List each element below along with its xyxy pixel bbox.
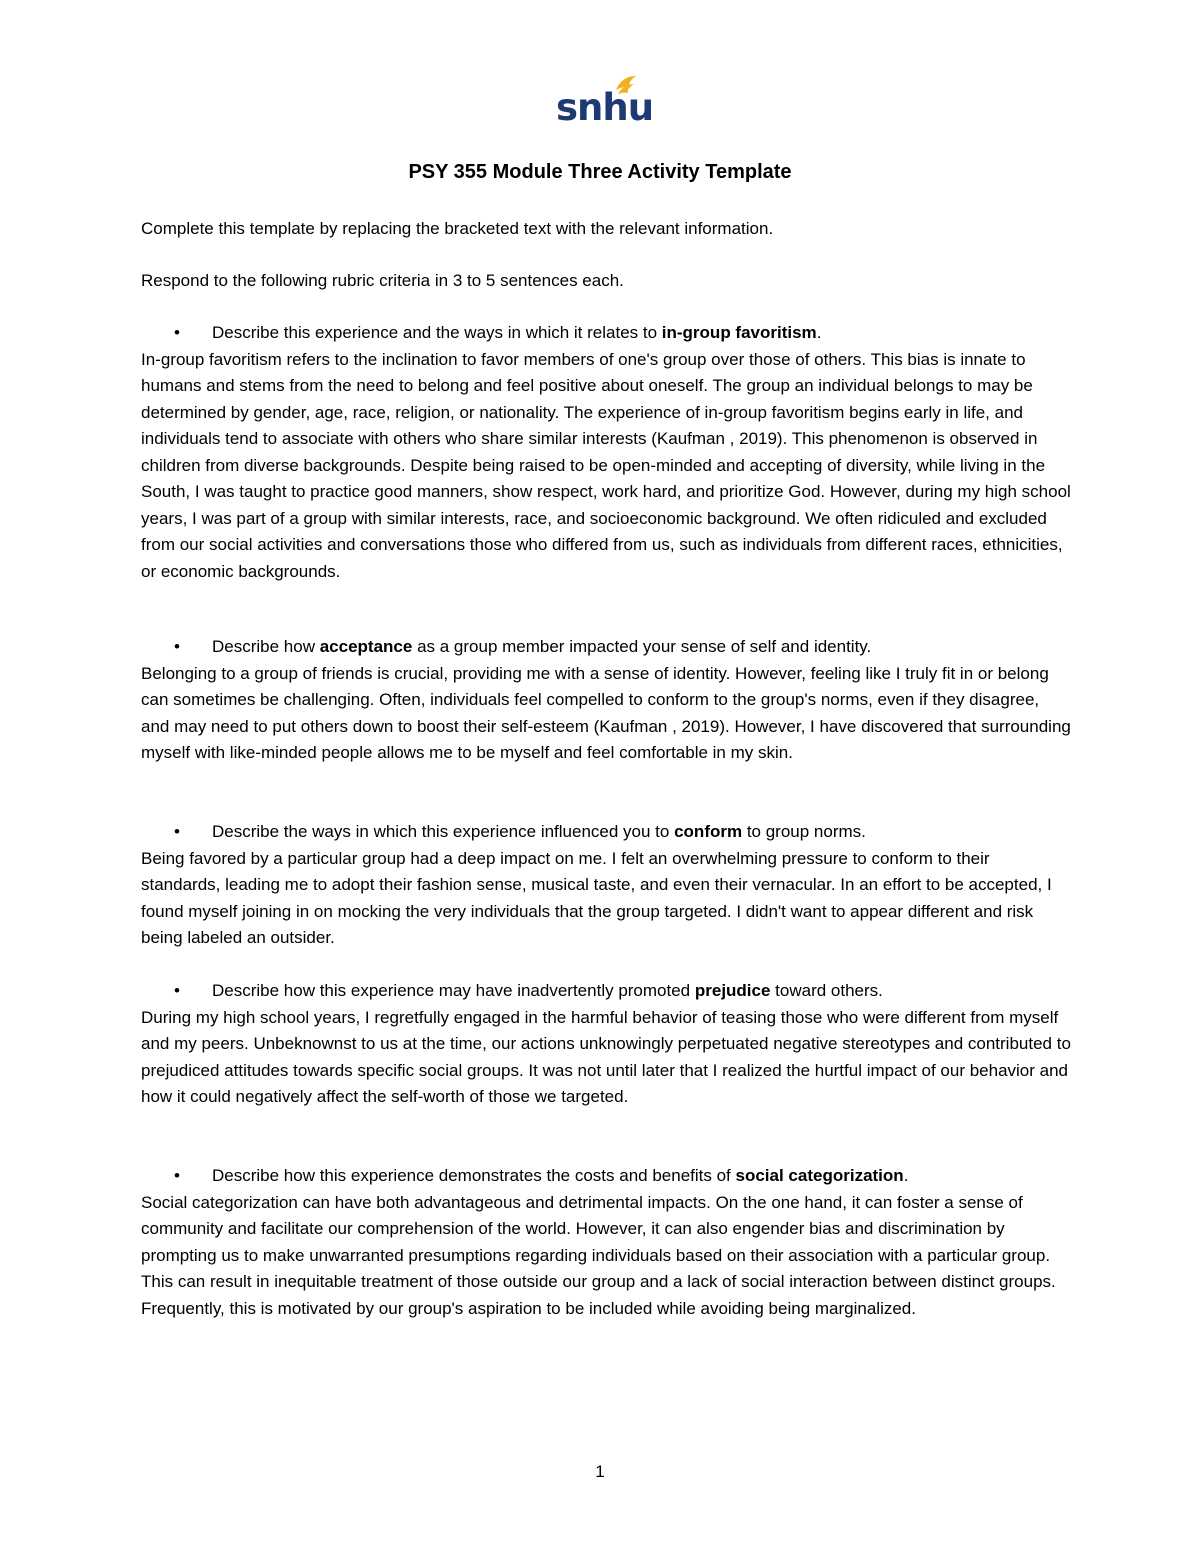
rubric-answer: Belonging to a group of friends is crucial, providing me with a sense of identity. However, feeling like I truly fit in or belong can sometimes be challenging. Often, individuals feel compelled to conform to the group's norms, even if they disagree, and may need to put others down to boost their self-esteem (Kaufman , 2019). However, I have discovered that surrounding myself with like-minded people allows me to be myself and feel comfortable in my skin. xyxy=(141,663,1071,762)
bullet-icon: • xyxy=(174,981,180,1000)
rubric-prompt: • Describe the ways in which this experience influenced you to conform to group norms. xyxy=(141,819,1071,846)
rubric-answer: During my high school years, I regretfully engaged in the harmful behavior of teasing those who were different from myself and my peers. Unbeknownst to us at the time, our actions unknowingly perpetuated negative stereotypes and contributed to prejudiced attitudes towards specific social groups. It was not until later that I realized the hurtful impact of our behavior and how it could negatively affect the self-worth of those we targeted. xyxy=(141,1007,1071,1106)
prompt-keyword: social categorization xyxy=(735,1166,904,1185)
rubric-section-in-group-favoritism xyxy=(141,320,1071,585)
rubric-answer: In-group favoritism refers to the inclination to favor members of one's group over those of others. This bias is innate to humans and stems from the need to belong and feel positive about oneself. The group an individual belongs to may be determined by gender, age, race, religion, or nationality. The experience of in-group favoritism begins early in life, and individuals tend to associate with others who share similar interests (Kaufman , 2019). This phenomenon is observed in children from diverse backgrounds. Despite being raised to be open-minded and accepting of diversity, while living in the South, I was taught to practice good manners, show respect, work hard, and prioritize God. However, during my high school years, I was part of a group with similar interests, race, and socioeconomic background. We often ridiculed and excluded from our social activities and conversations those who differed from us, such as individuals from different races, ethnicities, or economic backgrounds. xyxy=(141,349,1071,581)
rubric-section-acceptance xyxy=(141,634,1071,767)
rubric-answer: Being favored by a particular group had a deep impact on me. I felt an overwhelming pressure to conform to their standards, leading me to adopt their fashion sense, musical taste, and even their vernacular. In an effort to be accepted, I found myself joining in on mocking the very individuals that the group targeted. I didn't want to appear different and risk being labeled an outsider. xyxy=(141,848,1052,947)
logo-wordmark: snhu xyxy=(556,86,654,129)
rubric-answer: Social categorization can have both advantageous and detrimental impacts. On the one hand, it can foster a sense of community and facilitate our comprehension of the world. However, it can also engender bias and discrimination by prompting us to make unwarranted presumptions regarding individuals based on their association with a particular group. This can result in inequitable treatment of those outside our group and a lack of social interaction between distinct groups. Frequently, this is motivated by our group's aspiration to be included while avoiding being marginalized. xyxy=(141,1192,1056,1318)
intro-rubric-note: Respond to the following rubric criteria in 3 to 5 sentences each. xyxy=(141,271,624,290)
rubric-prompt: • Describe how this experience may have inadvertently promoted prejudice toward others. xyxy=(141,978,1071,1005)
bullet-icon: • xyxy=(174,637,180,656)
bullet-icon: • xyxy=(174,822,180,841)
rubric-prompt: • Describe how this experience demonstrates the costs and benefits of social categorization. xyxy=(141,1163,1071,1190)
rubric-section-social-categorization xyxy=(141,1163,1071,1322)
snhu-logo xyxy=(550,72,654,134)
prompt-keyword: conform xyxy=(674,822,743,841)
prompt-keyword: in-group favoritism xyxy=(661,323,817,342)
page-title: PSY 355 Module Three Activity Template xyxy=(408,161,792,183)
bullet-icon: • xyxy=(174,1166,180,1185)
page-number: 1 xyxy=(595,1462,605,1481)
rubric-prompt: • Describe this experience and the ways in which it relates to in-group favoritism. xyxy=(141,320,1071,347)
intro-instruction: Complete this template by replacing the bracketed text with the relevant information. xyxy=(141,219,774,238)
prompt-keyword: prejudice xyxy=(694,981,771,1000)
prompt-keyword: acceptance xyxy=(319,637,413,656)
rubric-section-conform xyxy=(141,819,1071,952)
rubric-prompt: • Describe how acceptance as a group member impacted your sense of self and identity. xyxy=(141,634,1071,661)
bullet-icon: • xyxy=(174,323,180,342)
rubric-section-prejudice xyxy=(141,978,1071,1111)
